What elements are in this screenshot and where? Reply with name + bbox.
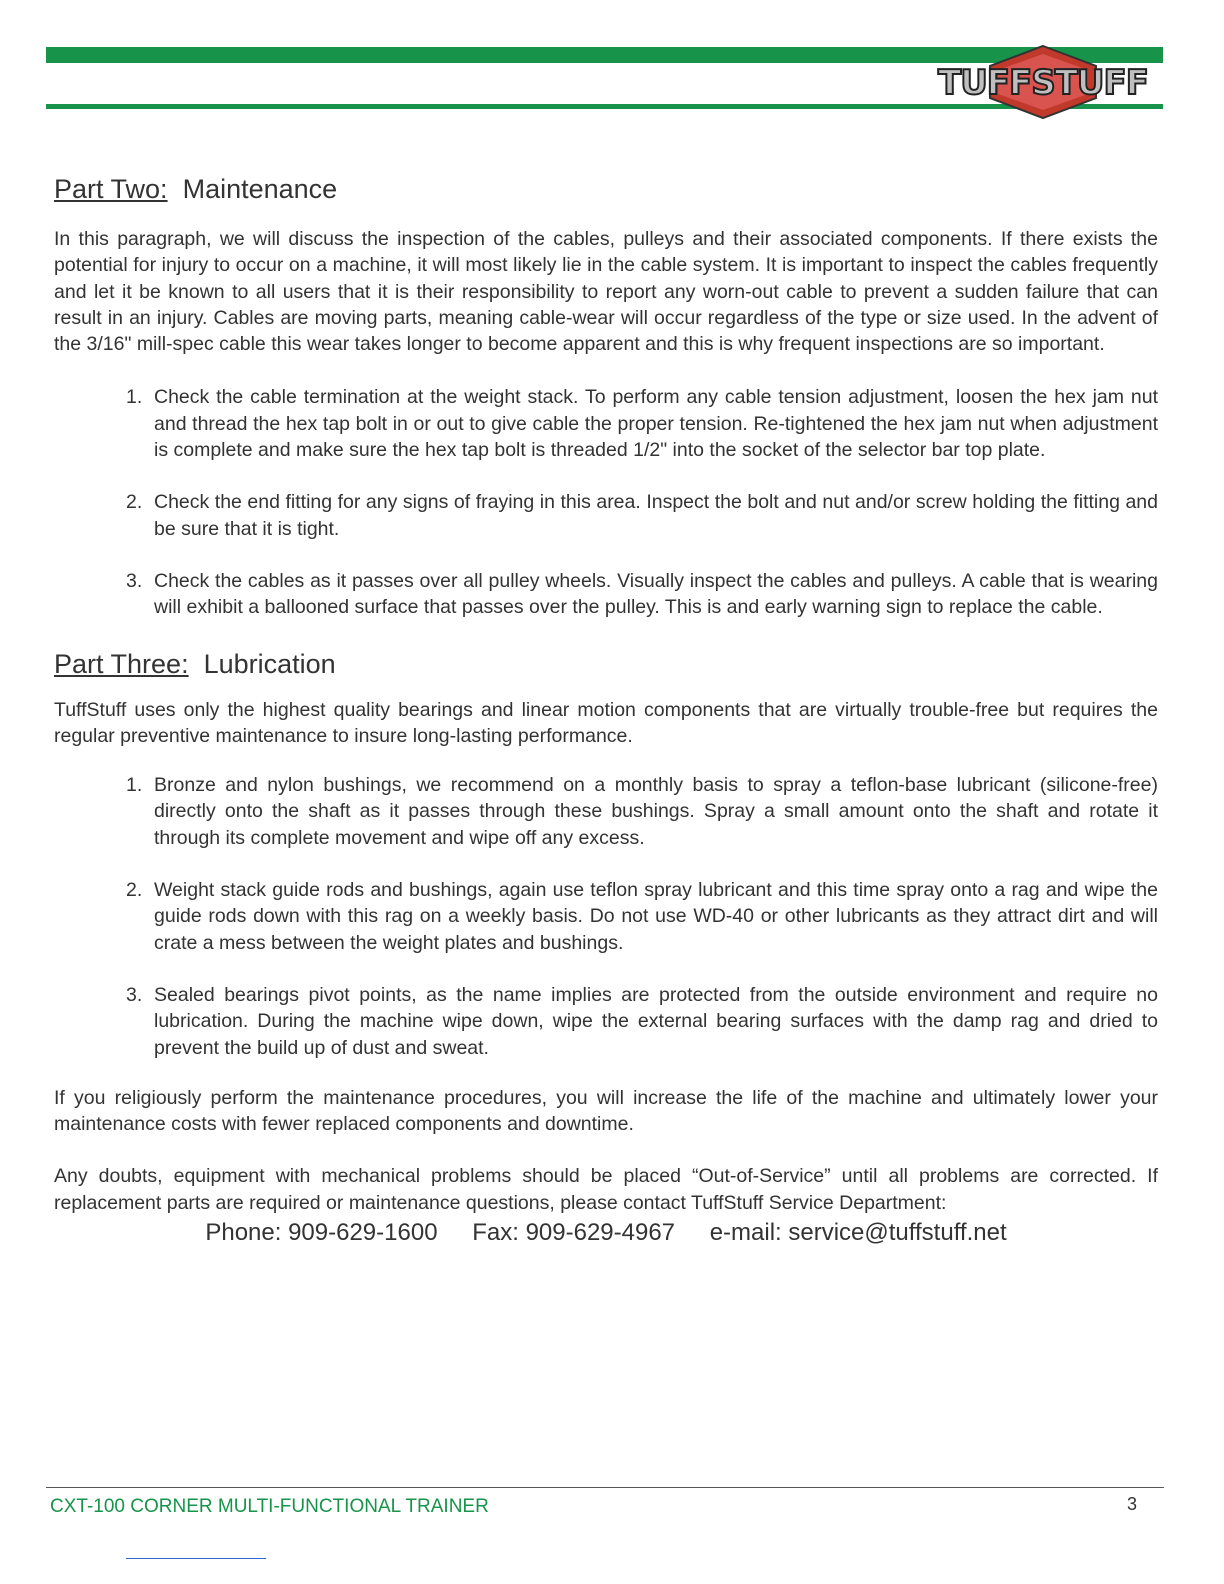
contact-phone: Phone: 909-629-1600 [205,1219,438,1247]
lubrication-list [54,772,1158,1061]
part-three-heading [54,645,1158,683]
svg-text:TUFFSTUFF: TUFFSTUFF [938,63,1148,103]
list-item: 1. Bronze and nylon bushings, we recommend on a monthly basis to spray a teflon-base lubricant (silicone-free) directly onto the shaft as it passes through these bushings. Spray a small amount onto the shaft and rotate it through its complete movement and wipe off any excess. [126,774,1158,849]
contact-fax: Fax: 909-629-4967 [472,1219,676,1247]
list-item: 1. Check the cable termination at the weight stack. To perform any cable tension adjustment, loosen the hex jam nut and thread the hex tap bolt in or out to give cable the proper tension. Re-tightened the hex jam nut when adjustment is complete and make sure the hex tap bolt is threaded 1/2" into the socket of the selector bar top plate. [126,386,1158,462]
page-number: 3 [1127,1494,1138,1514]
part-two-title: Maintenance [182,174,338,204]
list-item: 3. Sealed bearings pivot points, as the name implies are protected from the outside environment and require no lubrication. During the machine wipe down, wipe the external bearing surfaces with the damp rag and dried to prevent the build up of dust and sweat. [126,983,1158,1059]
service-note: Any doubts, equipment with mechanical problems should be placed “Out-of-Service” until all problems are corrected. If replacement parts are required or maintenance questions, please contact TuffStuff Service Department: [54,1165,1158,1214]
contact-line [54,1218,1158,1248]
part-three-label: Part Three: [54,648,189,679]
maintenance-list [54,384,1158,620]
contact-email[interactable]: e-mail: service@tuffstuff.net [709,1219,1007,1247]
closing-paragraph: If you religiously perform the maintenance procedures, you will increase the life of the machine and ultimately lower your maintenance costs with fewer replaced components and downtime. [54,1086,1158,1136]
list-item: 3. Check the cables as it passes over all pulley wheels. Visually inspect the cables and pulleys. A cable that is wearing will exhibit a ballooned surface that passes over the pulley. This is and early warning sign to replace the cable. [126,569,1158,619]
document-body [54,170,1158,1248]
part-two-intro: In this paragraph, we will discuss the inspection of the cables, pulleys and their associated components. If there exists the potential for injury to occur on a machine, it will most likely lie in the cable system. It is important to inspect the cables frequently and let it be known to all users that it is their responsibility to report any worn-out cable to prevent a sudden failure that can result in an injury. Cables are moving parts, meaning cable-wear will occur regardless of the type or size used. In the advent of the 3/16" mill-spec cable this wear takes longer to become apparent and this is why frequent inspections are so important. [54,228,1158,356]
list-item: 2. Check the end fitting for any signs of fraying in this area. Inspect the bolt and nut and/or screw holding the fitting and be sure that it is tight. [126,491,1158,540]
list-item: 2. Weight stack guide rods and bushings, again use teflon spray lubricant and this time spray onto a rag and wipe the guide rods down with this rag on a weekly basis. Do not use WD-40 or other lubricants as they attract dirt and will crate a mess between the weight plates and bushings. [126,879,1158,954]
footer-divider [46,1487,1164,1488]
footer-title: CXT-100 CORNER MULTI-FUNCTIONAL TRAINER [50,1496,489,1517]
part-three-intro: TuffStuff uses only the highest quality bearings and linear motion components that are virtually trouble-free but requires the regular preventive maintenance to insure long-lasting performance. [54,698,1158,747]
part-two-label: Part Two: [54,174,168,204]
part-three-title: Lubrication [203,648,336,679]
tuffstuff-logo [920,44,1166,120]
footer-link-underline [126,1558,266,1559]
part-two-heading [54,170,1158,208]
